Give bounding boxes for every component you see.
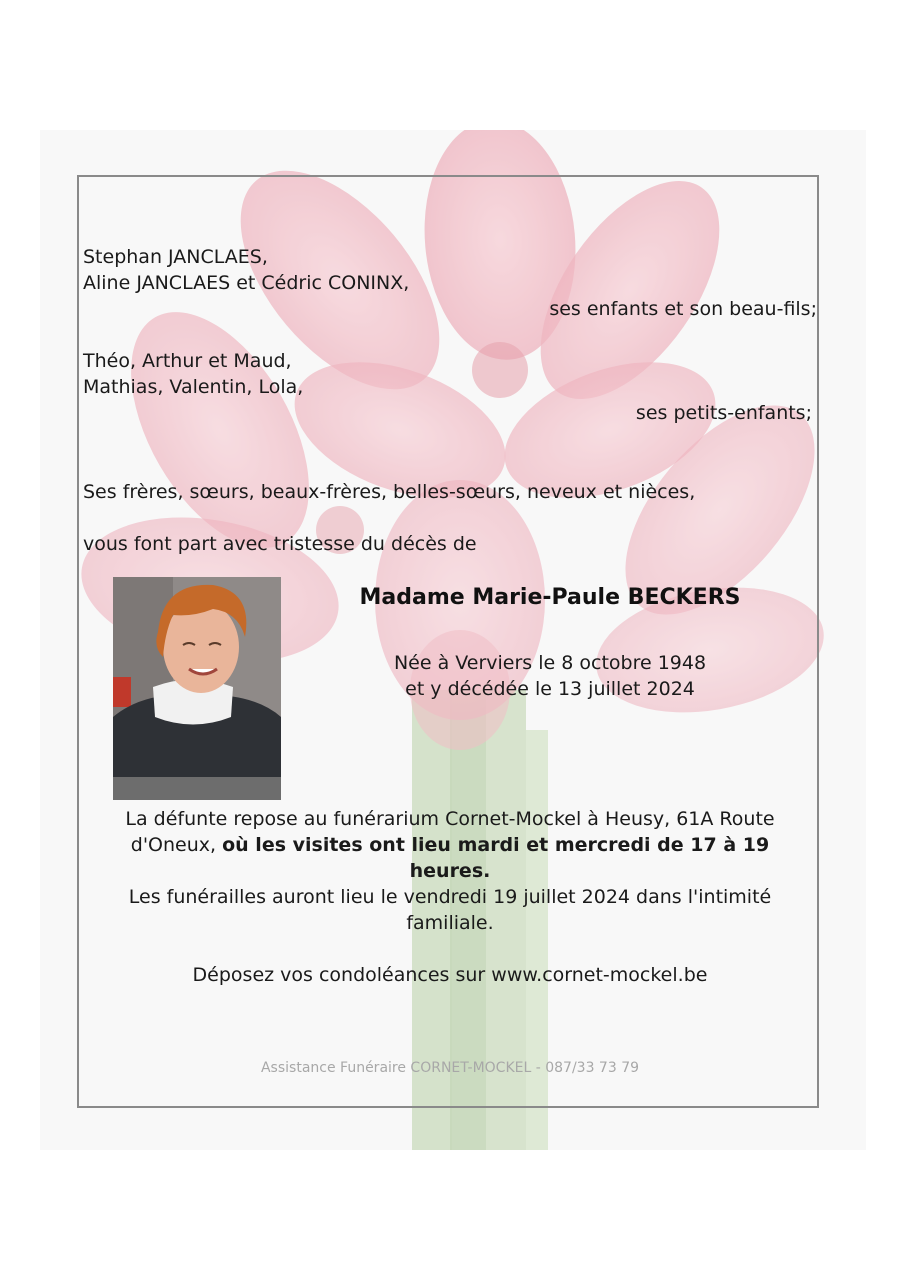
grandchildren-line-1: Théo, Arthur et Maud, [83,350,292,372]
funeral-paragraph: Les funérailles auront lieu le vendredi 19 juillet 2024 dans l'intimité familiale. [128,886,772,934]
grandchildren-line-2: Mathias, Valentin, Lola, [83,376,304,398]
rest-text: La défunte repose au funérarium Cornet-Mockel à Heusy, 61A Route d'Oneux, [125,808,775,856]
announcement-line: vous font part avec tristesse du décès de [83,533,477,555]
siblings-line: Ses frères, sœurs, beaux-frères, belles-sœurs, neveux et nièces, [83,481,696,503]
grandchildren-relation: ses petits-enfants; [635,402,812,424]
children-line-2: Aline JANCLAES et Cédric CONINX, [83,272,410,294]
death-line: et y décédée le 13 juillet 2024 [405,678,695,700]
visits-text: où les visites ont lieu mardi et mercredi de 17 à 19 heures. [222,834,770,882]
children-relation: ses enfants et son beau-fils; [549,298,817,320]
children-line-1: Stephan JANCLAES, [83,246,268,268]
deceased-name: Madame Marie-Paule BECKERS [359,585,741,610]
funeral-home-paragraph [90,806,810,884]
birth-line: Née à Verviers le 8 octobre 1948 [393,652,707,674]
footer-contact: Assistance Funéraire CORNET-MOCKEL - 087/33 73 79 [260,1060,640,1076]
portrait-illustration [113,577,281,800]
deceased-photo [113,577,281,800]
condolences-line: Déposez vos condoléances sur www.cornet-mockel.be [192,964,708,986]
